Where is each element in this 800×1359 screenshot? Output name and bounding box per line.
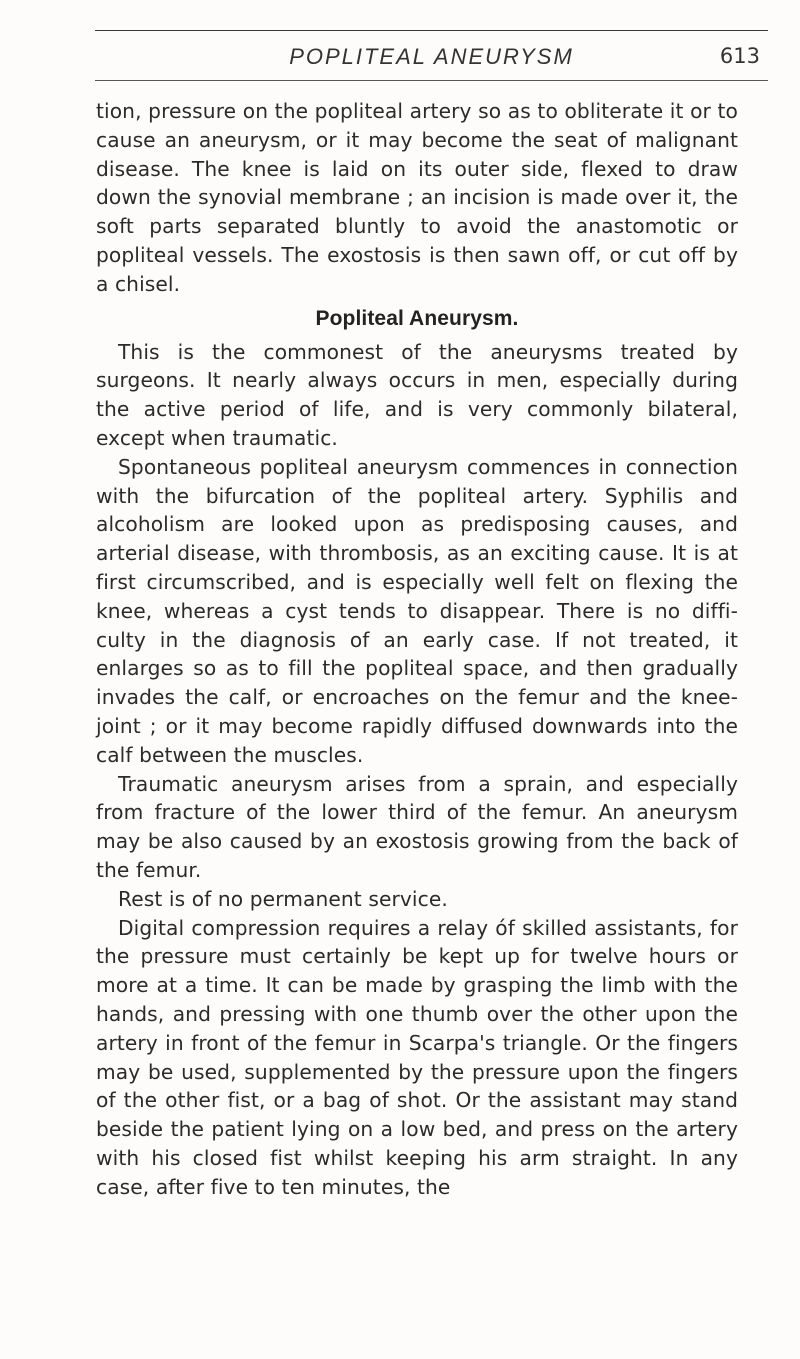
running-title: POPLITEAL ANEURYSM	[289, 44, 574, 69]
paragraph: Rest is of no permanent service.	[118, 886, 448, 911]
page-number: 613	[719, 44, 760, 68]
top-rule	[95, 30, 768, 31]
continuation-paragraph: tion, pressure on the popliteal artery so as to obliterate it or to cause an aneurysm, or it may become the seat of malignant disease. The knee is laid on its outer side, flexed to draw down the synovial membrane ; an incision is made over it, the soft parts separated bluntly to avoid the anastomotic or popliteal vessels. The exostosis is then sawn off, or cut off by a chisel.	[96, 99, 738, 296]
paragraph: Digital compression requires a relay óf skilled assistants, for the pressure must certainly be kept up for twelve hours or more at a time. It can be made by grasping the limb with the hands, and pressing with one thumb over the other upon the artery in front of the femur in Scarpa's triangle. Or the fingers may be used, supplemented by the pressure upon the fingers of the other fist, or a bag of shot. Or the assistant may stand beside the patient lying on a low bed, and press on the artery with his closed fist whilst keeping his arm straight. In any case, after five to ten minutes, the	[96, 915, 738, 1199]
head-rule	[95, 80, 768, 81]
paragraph: Spontaneous popliteal aneurysm commences in connection with the bifurcation of the popliteal artery. Syphilis and alcoholism are looked upon as predisposing causes, and arterial disease, with thrombosis, as an exciting cause. It is at first circumscribed, and is especially well felt on flexing the knee, whereas a cyst tends to disappear. There is no diffi- culty in the diagnosis of an early case. If not treated, it enlarges so as to fill the popliteal space, and then gradually invades the calf, or encroaches on the femur and the knee- joint ; or it may become rapidly diffused downwards into the calf between the muscles.	[96, 454, 738, 767]
paragraph: This is the commonest of the aneurysms treated by surgeons. It nearly always occurs in men, especially during the active period of life, and is very commonly bilateral, except when traumatic.	[96, 339, 738, 450]
paragraph: Traumatic aneurysm arises from a sprain, and especially from fracture of the lower third of the femur. An aneurysm may be also caused by an exostosis growing from the back of the femur.	[96, 771, 738, 882]
running-head	[95, 38, 768, 78]
section-heading: Popliteal Aneurysm.	[315, 306, 519, 330]
body-text	[96, 97, 738, 1201]
